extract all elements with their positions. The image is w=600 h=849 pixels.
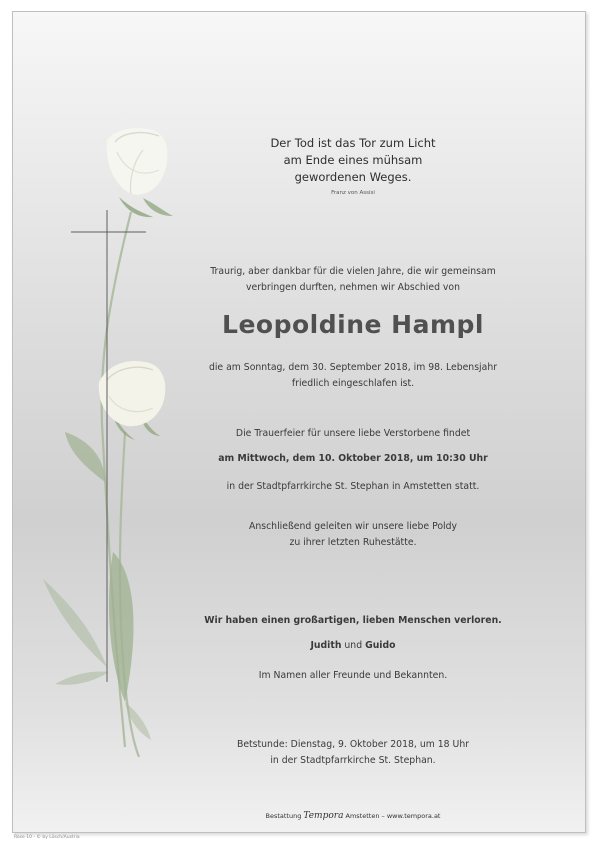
mourner-name: Judith: [310, 640, 342, 651]
quote-line: gewordenen Weges.: [294, 170, 412, 184]
obituary-card: [12, 11, 586, 833]
image-credit: Rose 10 - © by Lösch/Austria: [14, 835, 80, 840]
footer-prefix: Bestattung: [265, 812, 302, 820]
death-notice: [163, 360, 543, 392]
quote-author: Franz von Assisi: [331, 190, 375, 196]
loss-statement: Wir haben einen großartigen, lieben Menschen verloren.: [204, 615, 502, 626]
ceremony-datetime: am Mittwoch, dem 10. Oktober 2018, um 10:30 Uhr: [218, 453, 488, 464]
mourner-name: Guido: [365, 640, 396, 651]
mourners-names: [163, 640, 543, 651]
prayer-line: in der Stadtpfarrkirche St. Stephan.: [270, 755, 436, 766]
memorial-quote: [163, 135, 543, 186]
mourners-others: Im Namen aller Freunde und Bekannten.: [258, 670, 448, 681]
funeral-home-logo: Tempora: [303, 811, 344, 821]
prayer-line: Betstunde: Dienstag, 9. Oktober 2018, um 18 Uhr: [236, 739, 470, 750]
burial-line: zu ihrer letzten Ruhestätte.: [289, 537, 417, 548]
burial-text: [163, 519, 543, 551]
deceased-name: Leopoldine Hampl: [222, 310, 484, 339]
intro-text: [163, 264, 543, 296]
intro-line: verbringen durften, nehmen wir Abschied von: [245, 282, 461, 293]
death-line: friedlich eingeschlafen ist.: [291, 378, 415, 389]
funeral-home-footer: [163, 811, 543, 821]
ceremony-location: in der Stadtpfarrkirche St. Stephan in Amstetten statt.: [226, 481, 480, 492]
quote-line: am Ende eines mühsam: [283, 153, 423, 167]
burial-line: Anschließend geleiten wir unsere liebe Poldy: [248, 521, 458, 532]
footer-suffix: Amstetten – www.tempora.at: [345, 812, 441, 820]
death-line: die am Sonntag, dem 30. September 2018, im 98. Lebensjahr: [208, 362, 498, 373]
intro-line: Traurig, aber dankbar für die vielen Jahre, die wir gemeinsam: [210, 266, 496, 277]
prayer-service: [163, 737, 543, 769]
mourner-connector: und: [344, 640, 363, 651]
ceremony-intro: Die Trauerfeier für unsere liebe Verstorbene findet: [235, 428, 471, 439]
quote-line: Der Tod ist das Tor zum Licht: [270, 136, 436, 150]
